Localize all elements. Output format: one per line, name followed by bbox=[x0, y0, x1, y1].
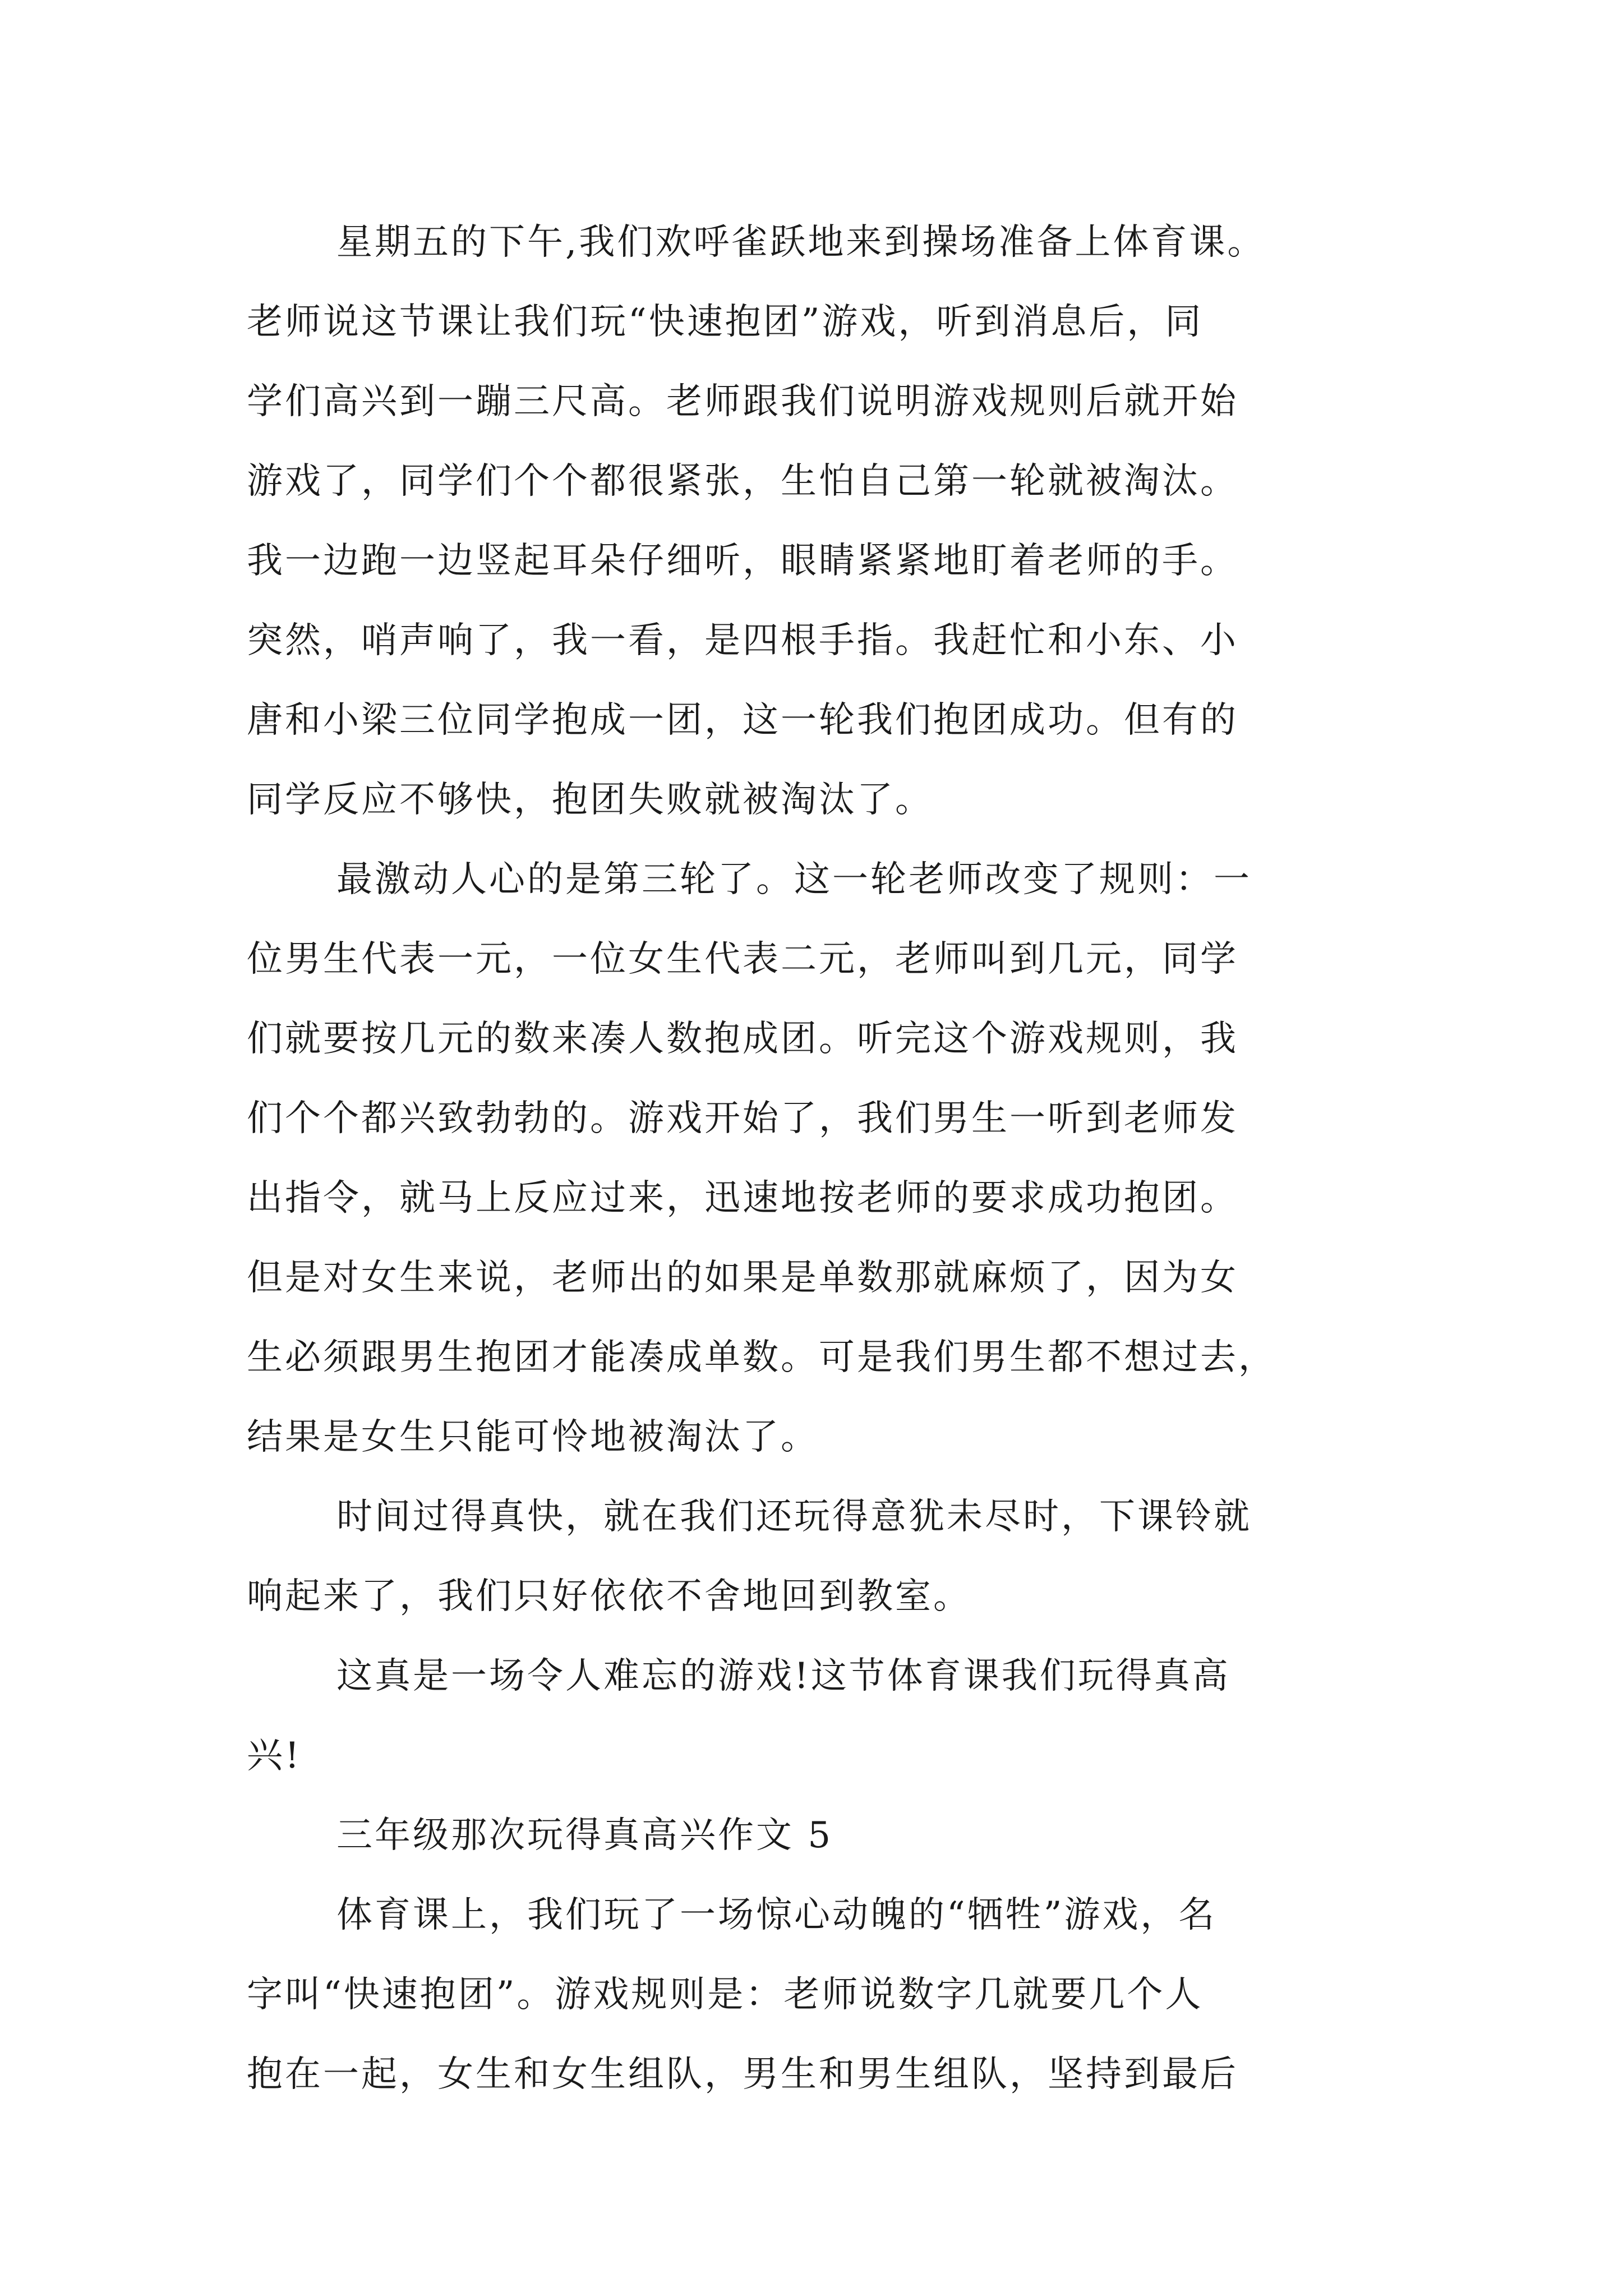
text-line-24: 抱在一起，女生和女生组队，男生和男生组队，坚持到最后 bbox=[247, 2054, 1238, 2095]
text-line-15: 生必须跟男生抱团才能凑成单数。可是我们男生都不想过去， bbox=[247, 1337, 1276, 1378]
text-line-6: 突然，哨声响了，我一看，是四根手指。我赶忙和小东、小 bbox=[247, 620, 1238, 661]
section-heading: 三年级那次玩得真高兴作文 5 bbox=[336, 1815, 833, 1856]
text-line-23: 字叫“快速抱团”。游戏规则是：老师说数字几就要几个人 bbox=[247, 1974, 1204, 2016]
text-line-2: 老师说这节课让我们玩“快速抱团”游戏，听到消息后，同 bbox=[247, 301, 1204, 343]
text-line-3: 学们高兴到一蹦三尺高。老师跟我们说明游戏规则后就开始 bbox=[247, 381, 1238, 422]
text-line-16: 结果是女生只能可怜地被淘汰了。 bbox=[247, 1416, 819, 1458]
text-line-14: 但是对女生来说，老师出的如果是单数那就麻烦了，因为女 bbox=[247, 1257, 1238, 1299]
text-line-9: 最激动人心的是第三轮了。这一轮老师改变了规则：一 bbox=[336, 859, 1252, 900]
text-line-20: 兴! bbox=[247, 1735, 302, 1777]
text-line-18: 响起来了，我们只好依依不舍地回到教室。 bbox=[247, 1576, 971, 1617]
text-line-1: 星期五的下午,我们欢呼雀跃地来到操场准备上体育课。 bbox=[336, 222, 1266, 263]
text-line-22: 体育课上，我们玩了一场惊心动魄的“牺牲”游戏，名 bbox=[336, 1894, 1217, 1936]
text-line-17: 时间过得真快，就在我们还玩得意犹未尽时，下课铃就 bbox=[336, 1496, 1252, 1538]
text-line-12: 们个个都兴致勃勃的。游戏开始了，我们男生一听到老师发 bbox=[247, 1098, 1238, 1139]
text-line-7: 唐和小梁三位同学抱成一团，这一轮我们抱团成功。但有的 bbox=[247, 700, 1238, 741]
text-line-8: 同学反应不够快，抱团失败就被淘汰了。 bbox=[247, 779, 933, 821]
text-line-13: 出指令，就马上反应过来，迅速地按老师的要求成功抱团。 bbox=[247, 1177, 1238, 1219]
text-line-11: 们就要按几元的数来凑人数抱成团。听完这个游戏规则，我 bbox=[247, 1018, 1238, 1060]
text-line-19: 这真是一场令人难忘的游戏!这节体育课我们玩得真高 bbox=[336, 1655, 1230, 1697]
text-line-4: 游戏了，同学们个个都很紧张，生怕自己第一轮就被淘汰。 bbox=[247, 461, 1238, 502]
text-line-10: 位男生代表一元，一位女生代表二元，老师叫到几元，同学 bbox=[247, 938, 1238, 980]
text-line-5: 我一边跑一边竖起耳朵仔细听，眼睛紧紧地盯着老师的手。 bbox=[247, 540, 1238, 582]
